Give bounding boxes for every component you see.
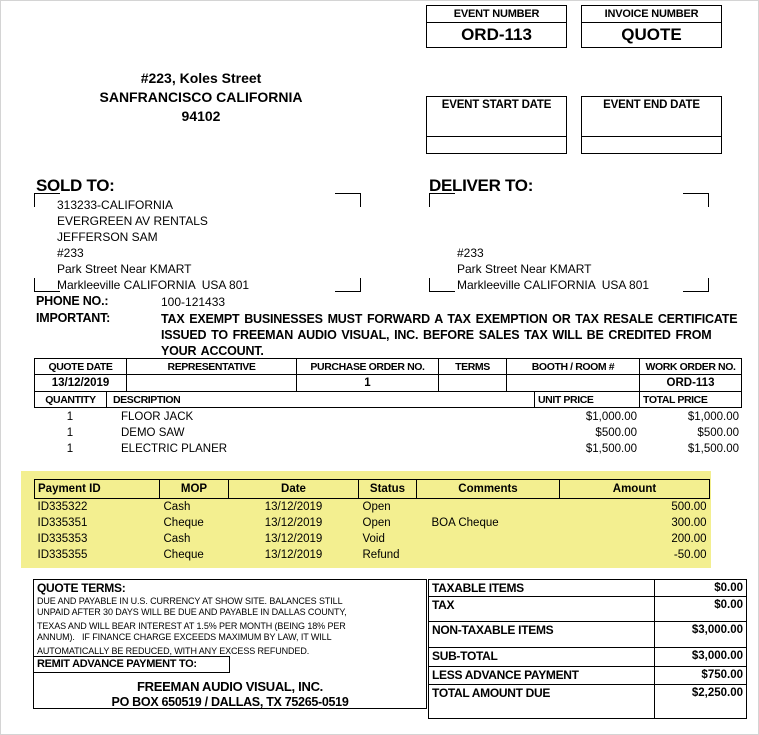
payment-row xyxy=(35,531,710,547)
totals-row xyxy=(429,597,747,622)
company-address-line1: #223, Koles Street xyxy=(140,70,262,86)
quote-terms-line: DUE AND PAYABLE IN U.S. CURRENCY AT SHOW SITE. BALANCES STILL xyxy=(37,596,343,606)
items-header-table xyxy=(34,391,742,408)
order-info-header: REPRESENTATIVE xyxy=(127,359,297,375)
item-row xyxy=(34,441,741,457)
payments-header-row xyxy=(35,480,710,499)
item-row xyxy=(34,409,741,425)
quote-terms-box xyxy=(33,579,427,709)
sold-to-line: Markleeville CALIFORNIA USA 801 xyxy=(57,278,250,292)
remit-company: FREEMAN AUDIO VISUAL, INC. xyxy=(136,679,323,694)
deliver-to-bracket-top-left xyxy=(429,193,455,207)
deliver-to-address xyxy=(457,245,649,293)
deliver-to-heading: DELIVER TO: xyxy=(429,176,534,195)
order-info-header: QUOTE DATE xyxy=(35,359,127,375)
payment-mop: Cash xyxy=(163,532,191,545)
totals-label: TAX xyxy=(429,597,655,622)
item-row xyxy=(34,425,741,441)
deliver-to-bracket-bottom-left xyxy=(429,278,455,292)
items-header-unit-price: UNIT PRICE xyxy=(535,392,640,408)
totals-label: TAXABLE ITEMS xyxy=(429,580,655,597)
sold-to-line: Park Street Near KMART xyxy=(57,262,192,276)
payment-date: 13/12/2019 xyxy=(264,532,323,545)
event-number-value: ORD-113 xyxy=(461,25,532,44)
item-total-price: $1,000.00 xyxy=(687,411,739,423)
order-info-table xyxy=(34,358,742,392)
quote-terms-line: AUTOMATICALLY BE REDUCED, WITH ANY EXCESS REFUNDED. xyxy=(37,646,310,656)
payment-amount: 500.00 xyxy=(671,500,707,513)
work-order-value: ORD-113 xyxy=(640,375,742,392)
payment-mop: Cheque xyxy=(163,548,204,561)
order-info-header-row xyxy=(35,359,742,375)
totals-table xyxy=(428,579,747,719)
invoice-number-value: QUOTE xyxy=(621,25,682,44)
order-info-header: TERMS xyxy=(439,359,507,375)
payments-header-amount: Amount xyxy=(560,480,710,499)
payment-row xyxy=(35,547,710,563)
company-address-line3: 94102 xyxy=(181,108,221,124)
payments-table xyxy=(34,479,710,563)
quote-terms-line: TEXAS AND WILL BEAR INTEREST AT 1.5% PER MONTH (BEING 18% PER xyxy=(37,621,346,631)
payments-header-id: Payment ID xyxy=(35,480,160,499)
sold-to-address xyxy=(57,197,249,293)
payments-header-date: Date xyxy=(229,480,359,499)
item-quantity: 1 xyxy=(66,427,74,439)
deliver-to-line: Park Street Near KMART xyxy=(457,262,592,276)
payment-id: ID335322 xyxy=(37,500,88,513)
totals-row xyxy=(429,667,747,685)
important-label: IMPORTANT: xyxy=(36,311,111,325)
totals-label: NON-TAXABLE ITEMS xyxy=(429,622,655,648)
payment-status: Open xyxy=(362,516,391,529)
quote-terms-text xyxy=(34,595,426,657)
quote-terms-line: UNPAID AFTER 30 DAYS WILL BE DUE AND PAYABLE IN DALLAS COUNTY, xyxy=(37,607,347,617)
quote-date-value: 13/12/2019 xyxy=(35,375,127,392)
order-info-header: BOOTH / ROOM # xyxy=(507,359,640,375)
important-text: TAX EXEMPT BUSINESSES MUST FORWARD A TAX EXEMPTION OR TAX RESALE CERTIFICATE ISSUED TO FREEMAN AUDIO VISUAL, INC. BEFORE SALES TAX WILL BE CREDITED FROM YOUR ACCOUNT. xyxy=(161,312,738,358)
items-header-description: DESCRIPTION xyxy=(107,392,535,408)
payment-id: ID335353 xyxy=(37,532,88,545)
sold-to-bracket-bottom-right xyxy=(335,278,361,292)
payment-row xyxy=(35,515,710,531)
item-unit-price: $1,500.00 xyxy=(585,443,637,455)
payment-status: Refund xyxy=(362,548,400,561)
phone-value: 100-121433 xyxy=(161,295,226,309)
payment-id: ID335355 xyxy=(37,548,88,561)
phone-label: PHONE NO.: xyxy=(36,294,109,308)
totals-row xyxy=(429,622,747,648)
totals-row xyxy=(429,685,747,719)
payment-date: 13/12/2019 xyxy=(264,500,323,513)
totals-label: LESS ADVANCE PAYMENT xyxy=(429,667,655,685)
totals-label: SUB-TOTAL xyxy=(429,648,655,667)
remit-address: PO BOX 650519 / DALLAS, TX 75265-0519 xyxy=(111,695,349,709)
payment-mop: Cash xyxy=(163,500,191,513)
remit-label: REMIT ADVANCE PAYMENT TO: xyxy=(33,656,230,673)
item-unit-price: $500.00 xyxy=(595,427,637,439)
order-info-header: WORK ORDER NO. xyxy=(640,359,742,375)
payment-row xyxy=(35,499,710,515)
deliver-to-bracket-bottom-right xyxy=(683,278,709,292)
totals-value: $3,000.00 xyxy=(655,648,747,667)
payment-id: ID335351 xyxy=(37,516,88,529)
payment-status: Void xyxy=(362,532,385,545)
company-address-line2: SANFRANCISCO CALIFORNIA xyxy=(99,89,303,105)
payment-amount: 200.00 xyxy=(671,532,707,545)
item-unit-price: $1,000.00 xyxy=(585,411,637,423)
booth-room-value xyxy=(507,375,640,392)
payment-mop: Cheque xyxy=(163,516,204,529)
payment-comments: BOA Cheque xyxy=(431,516,499,529)
item-quantity: 1 xyxy=(66,411,74,423)
event-start-date-label: EVENT START DATE xyxy=(427,97,566,137)
representative-value xyxy=(127,375,297,392)
items-table xyxy=(34,409,741,457)
event-start-date-value xyxy=(427,137,566,153)
sold-to-line: #233 xyxy=(57,246,84,260)
deliver-to-bracket-top-right xyxy=(683,193,709,207)
payment-status: Open xyxy=(362,500,391,513)
event-end-date-box xyxy=(581,96,722,154)
totals-value: $0.00 xyxy=(655,580,747,597)
event-end-date-label: EVENT END DATE xyxy=(582,97,721,137)
payment-date: 13/12/2019 xyxy=(264,516,323,529)
payments-highlight xyxy=(21,471,711,568)
totals-value: $3,000.00 xyxy=(655,622,747,648)
sold-to-line: 313233-CALIFORNIA xyxy=(57,198,174,212)
payment-amount: -50.00 xyxy=(673,548,707,561)
item-description: DEMO SAW xyxy=(121,427,185,439)
deliver-to-line: Markleeville CALIFORNIA USA 801 xyxy=(457,278,650,292)
sold-to-line: EVERGREEN AV RENTALS xyxy=(57,214,208,228)
invoice-number-box xyxy=(581,5,722,48)
item-total-price: $500.00 xyxy=(697,427,739,439)
item-total-price: $1,500.00 xyxy=(687,443,739,455)
invoice-number-label: INVOICE NUMBER xyxy=(582,6,721,23)
deliver-to-line: #233 xyxy=(457,246,484,260)
totals-row xyxy=(429,648,747,667)
item-description: ELECTRIC PLANER xyxy=(121,443,228,455)
totals-value: $2,250.00 xyxy=(655,685,747,719)
purchase-order-value: 1 xyxy=(297,375,439,392)
totals-row xyxy=(429,580,747,597)
company-address xyxy=(21,69,381,126)
payment-comments xyxy=(417,547,560,563)
order-info-header: PURCHASE ORDER NO. xyxy=(297,359,439,375)
payments-header-status: Status xyxy=(359,480,417,499)
sold-to-heading: SOLD TO: xyxy=(36,176,115,195)
terms-value xyxy=(439,375,507,392)
sold-to-bracket-top-right xyxy=(335,193,361,207)
totals-value: $750.00 xyxy=(655,667,747,685)
payment-date: 13/12/2019 xyxy=(264,548,323,561)
payment-comments xyxy=(417,499,560,515)
payment-amount: 300.00 xyxy=(671,516,707,529)
quote-terms-line: ANNUM). IF FINANCE CHARGE EXCEEDS MAXIMUM BY LAW, IT WILL xyxy=(37,632,332,642)
event-end-date-value xyxy=(582,137,721,153)
item-quantity: 1 xyxy=(66,443,74,455)
items-header-quantity: QUANTITY xyxy=(35,392,107,408)
payments-header-mop: MOP xyxy=(160,480,229,499)
event-number-label: EVENT NUMBER xyxy=(427,6,566,23)
sold-to-line: JEFFERSON SAM xyxy=(57,230,158,244)
item-description: FLOOR JACK xyxy=(121,411,194,423)
payments-header-comments: Comments xyxy=(417,480,560,499)
event-start-date-box xyxy=(426,96,567,154)
totals-value: $0.00 xyxy=(655,597,747,622)
order-info-value-row xyxy=(35,375,742,392)
payment-comments xyxy=(417,531,560,547)
totals-label: TOTAL AMOUNT DUE xyxy=(429,685,655,719)
items-header-total-price: TOTAL PRICE xyxy=(640,392,742,408)
event-number-box xyxy=(426,5,567,48)
items-header-row xyxy=(35,392,742,408)
quote-terms-title: QUOTE TERMS: xyxy=(37,581,126,595)
